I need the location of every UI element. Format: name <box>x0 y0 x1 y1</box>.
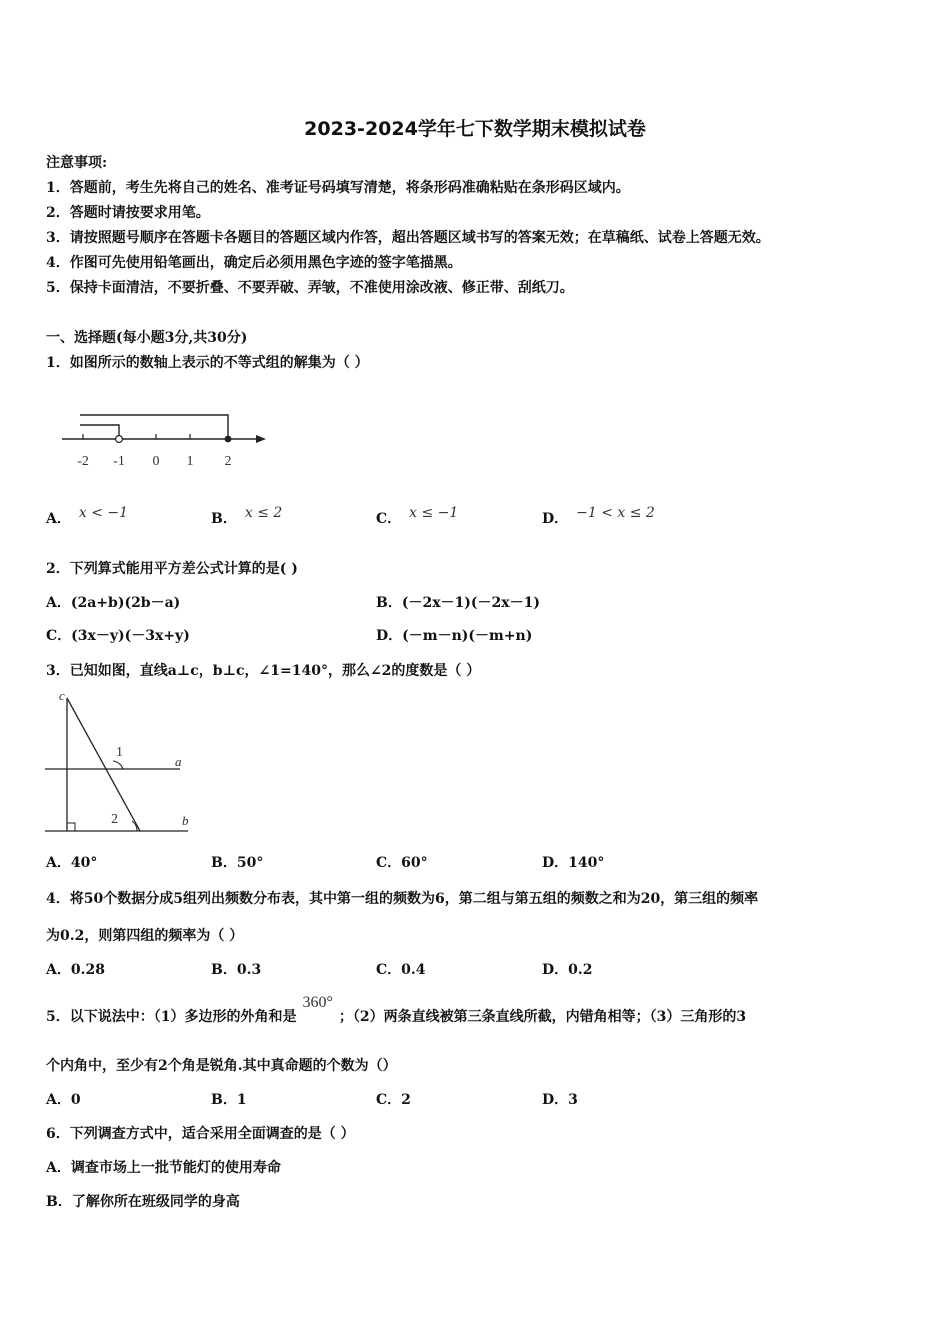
option-letter: C． <box>376 511 402 527</box>
axis-label: -1 <box>113 454 125 469</box>
q2-option-b: B．(－2x－1)(－2x－1) <box>376 595 540 611</box>
q4-option-d: D．0.2 <box>542 962 593 978</box>
q5-degree: 360° <box>302 994 333 1011</box>
q4-option-c: C．0.4 <box>376 962 426 978</box>
question-6-stem: 6．下列调查方式中，适合采用全面调查的是（ ） <box>46 1126 355 1142</box>
question-5-line2: 个内角中，至少有2个角是锐角.其中真命题的个数为（） <box>46 1058 397 1074</box>
note-item: 3．请按照题号顺序在答题卡各题目的答题区域内作答，超出答题区域书写的答案无效；在草稿纸、试卷上答题无效。 <box>46 230 770 246</box>
option-text: x ≤ 2 <box>244 505 283 521</box>
note-item: 4．作图可先使用铅笔画出，确定后必须用黑色字迹的签字笔描黑。 <box>46 255 462 271</box>
q2-option-d: D．(－m－n)(－m+n) <box>376 628 533 644</box>
q5-option-c: C．2 <box>376 1092 411 1108</box>
q2-option-c: C．(3x－y)(－3x+y) <box>46 628 190 644</box>
label-b: b <box>182 813 189 828</box>
option-letter: A． <box>46 511 71 527</box>
axis-label: 2 <box>224 454 232 469</box>
question-1-stem: 1．如图所示的数轴上表示的不等式组的解集为（ ） <box>46 355 369 371</box>
option-text: x ≤ −1 <box>409 505 459 521</box>
note-item: 2．答题时请按要求用笔。 <box>46 205 210 221</box>
notes-heading: 注意事项: <box>46 155 108 171</box>
q4-option-a: A．0.28 <box>46 962 105 978</box>
note-item: 1．答题前，考生先将自己的姓名、准考证号码填写清楚，将条形码准确粘贴在条形码区域内。 <box>46 180 630 196</box>
perpendicular-lines-figure <box>40 688 200 838</box>
q5-option-b: B．1 <box>211 1092 247 1108</box>
q5-part2: ；（2）两条直线被第三条直线所截，内错角相等；（3）三角形的3 <box>338 1009 747 1025</box>
note-item: 5．保持卡面清洁，不要折叠、不要弄破、弄皱，不准使用涂改液、修正带、刮纸刀。 <box>46 280 574 296</box>
section-heading: 一、选择题(每小题3分,共30分) <box>46 330 248 346</box>
q4-option-b: B．0.3 <box>211 962 262 978</box>
number-line-figure <box>58 405 273 475</box>
question-3-stem: 3．已知如图，直线a⊥c，b⊥c，∠1=140°，那么∠2的度数是（ ） <box>46 663 481 679</box>
q3-option-d: D．140° <box>542 855 605 871</box>
q5-option-a: A．0 <box>46 1092 81 1108</box>
q6-option-b: B．了解你所在班级同学的身高 <box>46 1194 240 1210</box>
question-2-stem: 2．下列算式能用平方差公式计算的是( ) <box>46 561 298 577</box>
q3-option-a: A．40° <box>46 855 98 871</box>
q1-option-a <box>46 505 129 528</box>
q5-option-d: D．3 <box>542 1092 578 1108</box>
option-letter: D． <box>542 511 569 527</box>
q3-option-c: C．60° <box>376 855 428 871</box>
option-text: x < −1 <box>78 505 129 521</box>
label-c: c <box>59 688 65 703</box>
question-4-line2: 为0.2，则第四组的频率为（ ） <box>46 928 244 944</box>
q3-option-b: B．50° <box>211 855 264 871</box>
label-angle-1: 1 <box>116 745 123 760</box>
axis-label: -2 <box>77 454 89 469</box>
label-angle-2: 2 <box>111 812 118 827</box>
axis-label: 1 <box>186 454 194 469</box>
option-letter: B． <box>211 511 237 527</box>
q1-option-d <box>542 505 655 528</box>
question-5-line1 <box>46 994 747 1026</box>
q5-part1: 5．以下说法中：（1）多边形的外角和是 <box>46 1009 297 1025</box>
axis-label: 0 <box>152 454 160 469</box>
q1-option-c <box>376 505 459 528</box>
q1-option-b <box>211 505 283 528</box>
label-a: a <box>175 754 182 769</box>
question-4-line1: 4．将50个数据分成5组列出频数分布表，其中第一组的频数为6，第二组与第五组的频数之和为20，第三组的频率 <box>46 891 759 907</box>
option-text: −1 < x ≤ 2 <box>576 505 655 521</box>
q2-option-a: A．(2a+b)(2b－a) <box>46 595 181 611</box>
page-title: 2023-2024学年七下数学期末模拟试卷 <box>304 118 646 140</box>
q6-option-a: A．调查市场上一批节能灯的使用寿命 <box>46 1160 281 1176</box>
